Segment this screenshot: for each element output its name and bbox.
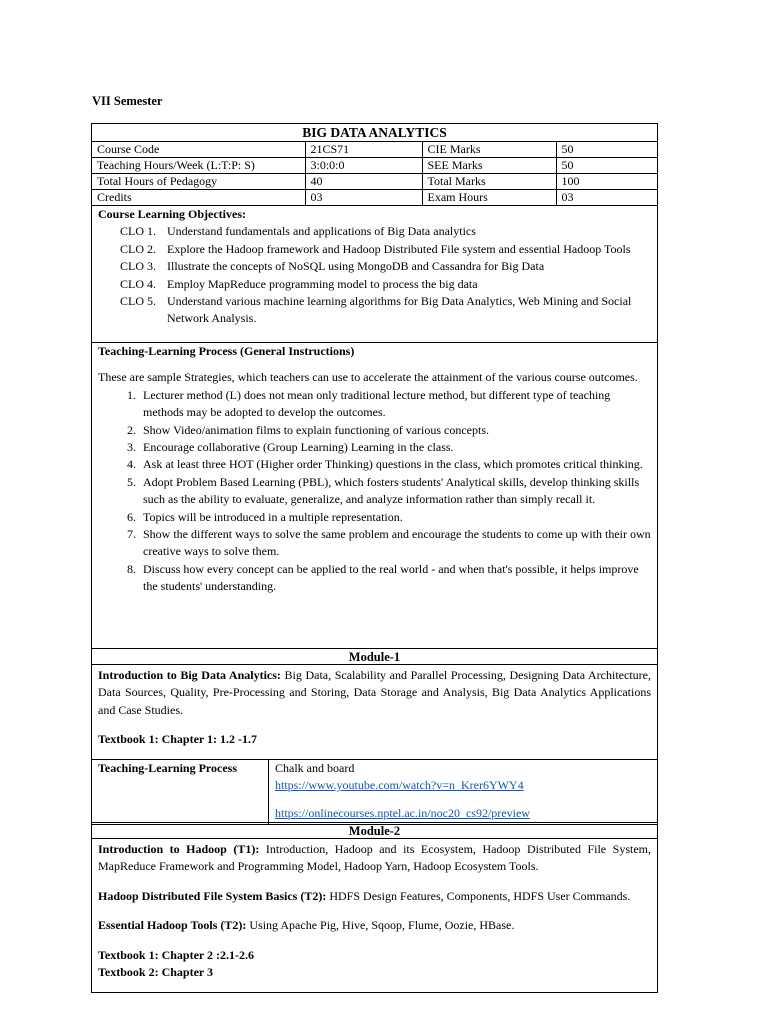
tlp-item-text: Show the different ways to solve the same problem and encourage the students to come up with their own creative ways to solve them. (143, 527, 651, 559)
clo-label: CLO 3. (120, 259, 156, 274)
clo-item (98, 258, 651, 275)
course-info-cell: Exam Hours (422, 190, 556, 206)
clo-text: Understand fundamentals and applications of Big Data analytics (167, 224, 476, 239)
module-1-tlp (91, 759, 658, 825)
tlp-item-number: 5. (127, 474, 136, 489)
tlp-item-number: 1. (127, 387, 136, 402)
course-info-row (92, 174, 657, 190)
tlp-item (98, 439, 651, 456)
clo-item (98, 276, 651, 293)
tlp-item (98, 456, 651, 473)
clo-text: Employ MapReduce programming model to process the big data (167, 276, 478, 291)
module-2-para-1 (98, 841, 651, 876)
module-1-content (91, 664, 658, 760)
module-1-heading: Module-1 (91, 648, 658, 665)
module-2-textbook-2: Textbook 2: Chapter 3 (98, 965, 214, 980)
tlp-heading: Teaching-Learning Process (General Instructions) (98, 344, 355, 358)
tlp-item (98, 474, 651, 509)
course-info-cell: 3:0:0:0 (305, 158, 422, 174)
tlp-item (98, 422, 651, 439)
clo-label: CLO 1. (120, 224, 156, 239)
clo-text: Illustrate the concepts of NoSQL using MongoDB and Cassandra for Big Data (167, 259, 545, 274)
tlp-item-number: 2. (127, 422, 136, 437)
module-2-para-3-title: Essential Hadoop Tools (T2): (98, 918, 247, 933)
clo-text: Understand various machine learning algorithms for Big Data Analytics, Web Mining and Social Network Analysis. (167, 294, 632, 326)
module-2-content (91, 838, 658, 993)
course-title: BIG DATA ANALYTICS (92, 124, 657, 142)
tlp-item-text: Ask at least three HOT (Higher order Thinking) questions in the class, which promotes critical thinking. (143, 457, 643, 472)
module-2-heading: Module-2 (91, 822, 658, 839)
tlp-method: Chalk and board (275, 761, 355, 775)
tlp-item-text: Topics will be introduced in a multiple representation. (143, 509, 403, 524)
course-learning-objectives (91, 205, 658, 343)
course-info-cell: CIE Marks (422, 142, 556, 158)
course-info-cell: Total Marks (422, 174, 556, 190)
tlp-item-text: Show Video/animation films to explain functioning of various concepts. (143, 422, 490, 437)
tlp-item-number: 8. (127, 561, 136, 576)
tlp-item-number: 7. (127, 527, 136, 542)
tlp-label: Teaching-Learning Process (92, 760, 269, 824)
course-info-cell: 21CS71 (305, 142, 422, 158)
module-2-para-3-text: Using Apache Pig, Hive, Sqoop, Flume, Oozie, HBase. (246, 918, 515, 933)
tlp-item-text: Adopt Problem Based Learning (PBL), which fosters students' Analytical skills, develop thinking skills such as the ability to evaluate, generalize, and analyze information rather than simply recall it. (143, 474, 640, 507)
tlp-item-text: Encourage collaborative (Group Learning) Learning in the class. (143, 440, 454, 455)
course-info-table (91, 123, 658, 206)
teaching-learning-process (91, 342, 658, 649)
course-info-cell: SEE Marks (422, 158, 556, 174)
clo-item (98, 223, 651, 240)
clo-item (98, 293, 651, 328)
semester-label: VII Semester (92, 94, 163, 108)
course-info-row (92, 142, 657, 158)
tlp-item-text: Discuss how every concept can be applied to the real world - and when that's possible, it helps improve the students' understanding. (143, 561, 639, 594)
nptel-link[interactable]: https://onlinecourses.nptel.ac.in/noc20_cs92/preview (275, 806, 530, 820)
course-info-cell: 40 (305, 174, 422, 190)
tlp-item-number: 3. (127, 440, 136, 455)
course-info-row (92, 158, 657, 174)
tlp-item (98, 526, 651, 561)
course-info-row (92, 190, 657, 206)
course-info-cell: 50 (556, 158, 657, 174)
tlp-item-number: 6. (127, 509, 136, 524)
module-2-para-2 (98, 888, 651, 905)
clo-text: Explore the Hadoop framework and Hadoop Distributed File system and essential Hadoop Tools (167, 241, 631, 256)
module-2-para-3 (98, 917, 651, 934)
course-info-cell: 100 (556, 174, 657, 190)
module-1-textbook: Textbook 1: Chapter 1: 1.2 -1.7 (98, 732, 258, 747)
tlp-intro: These are sample Strategies, which teachers can use to accelerate the attainment of the various course outcomes. (98, 370, 638, 385)
tlp-item-text: Lecturer method (L) does not mean only traditional lecture method, but different type of teaching methods may be adopted to develop the outcomes. (143, 387, 611, 420)
tlp-item (98, 561, 651, 596)
course-info-cell: Credits (92, 190, 305, 206)
module-1-body (98, 667, 651, 719)
course-info-cell: Course Code (92, 142, 305, 158)
tlp-item (98, 387, 651, 422)
course-info-cell: Total Hours of Pedagogy (92, 174, 305, 190)
clo-label: CLO 5. (120, 294, 156, 309)
clo-label: CLO 4. (120, 276, 156, 291)
module-1-title: Introduction to Big Data Analytics: (98, 668, 281, 682)
clo-heading: Course Learning Objectives: (98, 207, 246, 221)
tlp-item-number: 4. (127, 457, 136, 472)
clo-label: CLO 2. (120, 241, 156, 256)
module-2-textbook-1: Textbook 1: Chapter 2 :2.1-2.6 (98, 947, 255, 962)
youtube-link[interactable]: https://www.youtube.com/watch?v=n_Krer6YWY4 (275, 778, 524, 792)
course-info-cell: 03 (556, 190, 657, 206)
module-1-text: Big Data, Scalability and Parallel Processing, Designing Data Architecture, Data Sources, Quality, Pre-Processing and Storing, Data Storage and Analysis, Big Data Analytics Applications and Case Studies. (98, 668, 651, 717)
module-2-para-1-title: Introduction to Hadoop (T1): (98, 842, 260, 856)
module-2-para-2-text: HDFS Design Features, Components, HDFS User Commands. (326, 888, 631, 903)
course-info-cell: 03 (305, 190, 422, 206)
course-info-cell: 50 (556, 142, 657, 158)
course-info-cell: Teaching Hours/Week (L:T:P: S) (92, 158, 305, 174)
module-2-para-2-title: Hadoop Distributed File System Basics (T2): (98, 888, 327, 903)
module-2-para-1-text: Introduction, Hadoop and its Ecosystem, Hadoop Distributed File System, MapReduce Framework and Programming Model, Hadoop Yarn, Hadoop Ecosystem Tools. (98, 842, 651, 874)
tlp-item (98, 509, 651, 526)
clo-item (98, 241, 651, 258)
